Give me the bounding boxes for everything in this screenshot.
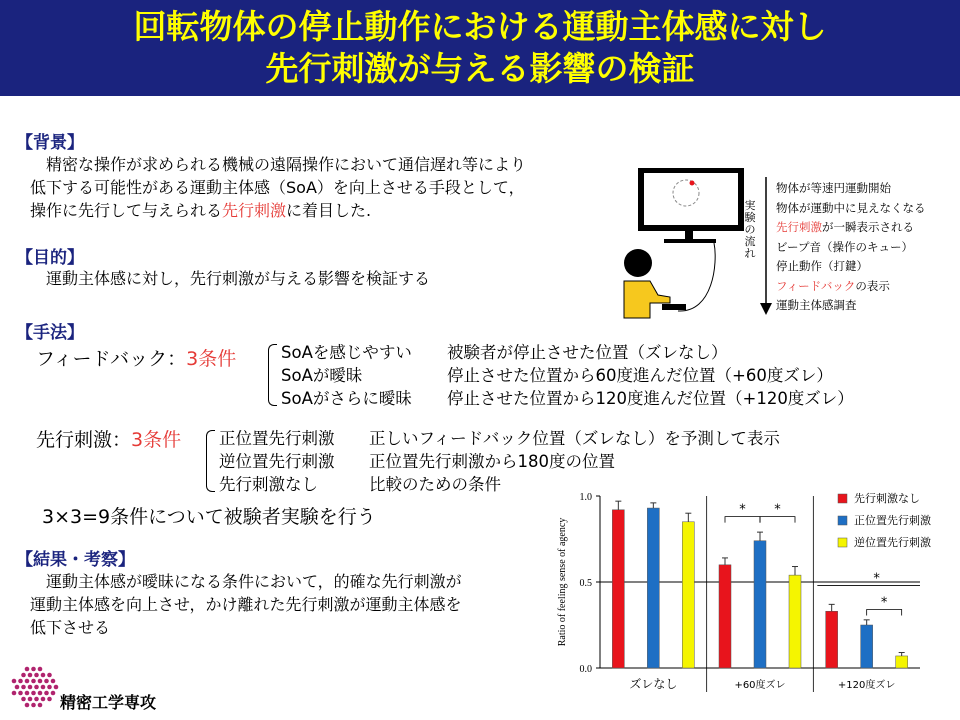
bar (754, 541, 766, 668)
significance-mark: * (873, 571, 880, 587)
logo-dot (34, 685, 39, 690)
legend-swatch (838, 516, 847, 525)
results-line-2: 運動主体感を向上させ，かけ離れた先行刺激が運動主体感を (30, 595, 462, 614)
legend-label: 正位置先行刺激 (854, 514, 931, 527)
logo-dot (34, 673, 39, 678)
logo-dot (21, 673, 26, 678)
feedback-item-3 (281, 387, 854, 410)
y-tick-label: 0.5 (579, 578, 592, 589)
stimulus-item-1 (219, 427, 780, 450)
x-tick-label: +60度ズレ (734, 680, 786, 691)
background-heading: 【背景】 (16, 133, 84, 153)
logo-mark-icon (8, 664, 64, 712)
flow-step: 停止動作（打鍵） (776, 259, 868, 273)
flow-label: 実験の流れ (744, 199, 756, 260)
logo-dot (28, 697, 33, 702)
condition-name: SoAがさらに曖昧 (281, 389, 412, 408)
y-tick-label: 0.0 (579, 664, 592, 675)
highlight-term: 先行刺激 (222, 201, 287, 220)
bar (861, 625, 873, 668)
feedback-item-1 (281, 341, 728, 364)
results-bar-chart (550, 482, 960, 704)
x-tick-label: ズレなし (629, 677, 678, 691)
stimulus-label: 先行刺激： (36, 429, 132, 451)
background-text: 操作に先行して与えられる (30, 201, 223, 220)
logo-dot (41, 697, 46, 702)
condition-name: SoAを感じやすい (281, 343, 412, 362)
significance-mark: * (774, 502, 781, 518)
condition-desc: 正位置先行刺激から180度の位置 (369, 452, 615, 471)
x-tick-label: +120度ズレ (837, 680, 896, 691)
title-line-1: 回転物体の停止動作における運動主体感に対し (133, 7, 827, 46)
condition-desc: 停止させた位置から60度進んだ位置（+60度ズレ） (447, 366, 833, 385)
condition-name: 正位置先行刺激 (219, 429, 335, 448)
logo-dot (51, 679, 56, 684)
condition-desc: 停止させた位置から120度進んだ位置（+120度ズレ） (447, 389, 854, 408)
logo-dot (31, 691, 36, 696)
logo-dot (31, 679, 36, 684)
logo-dot (41, 685, 46, 690)
person-body-icon (624, 281, 670, 318)
method-summary: 3×3=9条件について被験者実験を行う (42, 506, 376, 528)
results-heading: 【結果・考察】 (16, 550, 135, 570)
logo-dot (21, 685, 26, 690)
stimulus-item-2 (219, 450, 615, 473)
flow-step (776, 218, 926, 238)
bar (826, 611, 838, 668)
logo-dot (25, 703, 30, 708)
title-banner (0, 0, 960, 96)
bar (647, 508, 659, 668)
bar (789, 575, 801, 668)
flow-step (776, 277, 926, 297)
flow-step: 運動主体感調査 (776, 298, 857, 312)
legend-swatch (838, 538, 847, 547)
logo-dot (51, 691, 56, 696)
logo-dot (18, 691, 23, 696)
feedback-label-group (36, 344, 236, 371)
cable-icon (678, 243, 715, 311)
flow-step-text: の表示 (855, 278, 890, 293)
logo-dot (38, 679, 43, 684)
condition-desc: 被験者が停止させた位置（ズレなし） (447, 343, 728, 362)
results-line-1: 運動主体感が曖昧になる条件において，的確な先行刺激が (30, 572, 462, 591)
logo-dot (25, 667, 30, 672)
logo-dot (15, 685, 20, 690)
person-head-icon (624, 249, 652, 277)
logo-dot (25, 679, 30, 684)
feedback-item-2 (281, 364, 833, 387)
feedback-label: フィードバック： (36, 348, 187, 370)
condition-desc: 正しいフィードバック位置（ズレなし）を予測して表示 (369, 429, 780, 448)
rotating-object-icon (690, 181, 695, 186)
logo-dot (47, 685, 52, 690)
feedback-brace (268, 344, 277, 406)
logo-dot (28, 685, 33, 690)
experiment-illustration (618, 163, 748, 325)
condition-name: 逆位置先行刺激 (219, 452, 335, 471)
title-line-2: 先行刺激が与える影響の検証 (265, 49, 695, 88)
logo-dot (44, 679, 49, 684)
logo-dot (18, 679, 23, 684)
background-text: に着目した. (286, 201, 372, 220)
monitor-base (664, 239, 716, 243)
method-heading: 【手法】 (16, 323, 84, 343)
background-line-1: 精密な操作が求められる機械の遠隔操作において通信遅れ等により (30, 155, 527, 174)
logo-text: 精密工学専攻 (60, 693, 157, 712)
condition-name: 先行刺激なし (219, 475, 318, 494)
logo-dot (47, 697, 52, 702)
flow-step-text: が一瞬表示される (822, 220, 914, 234)
stimulus-label-group (36, 425, 181, 452)
flow-step: ビープ音（操作のキュー） (776, 239, 913, 254)
flow-arrow-icon (760, 177, 772, 317)
stimulus-brace (206, 430, 215, 492)
logo-dot (31, 667, 36, 672)
legend-swatch (838, 494, 847, 503)
logo-dot (38, 667, 43, 672)
results-line-3: 低下させる (30, 618, 111, 637)
flow-steps (776, 179, 926, 316)
legend-label: 逆位置先行刺激 (854, 536, 931, 549)
keyboard-icon (662, 304, 686, 310)
logo-dot (28, 673, 33, 678)
background-line-2: 低下する可能性がある運動主体感（SoA）を向上させる手段として， (30, 178, 525, 197)
purpose-heading: 【目的】 (16, 248, 84, 268)
logo-dot (44, 691, 49, 696)
logo-dot (38, 703, 43, 708)
logo-dot (25, 691, 30, 696)
legend-label: 先行刺激なし (854, 492, 920, 505)
background-line-3 (30, 199, 371, 222)
flow-step: 物体が運動中に見えなくなる (776, 200, 926, 215)
significance-mark: * (739, 502, 746, 518)
purpose-text: 運動主体感に対し，先行刺激が与える影響を検証する (30, 269, 431, 288)
logo-dot (34, 697, 39, 702)
condition-desc: 比較のための条件 (369, 475, 501, 494)
feedback-count: 3条件 (186, 348, 237, 370)
department-logo (8, 664, 64, 716)
significance-mark: * (880, 595, 888, 611)
y-axis-label: Ratio of feeling sense of agency (557, 517, 568, 647)
flow-step-highlight: フィードバック (776, 278, 856, 293)
monitor-stand (685, 231, 693, 239)
y-tick-label: 1.0 (579, 492, 592, 503)
logo-dot (47, 673, 52, 678)
bar (896, 656, 908, 668)
condition-name: SoAが曖昧 (281, 366, 363, 385)
stimulus-item-3 (219, 473, 501, 496)
logo-dot (21, 697, 26, 702)
stimulus-count: 3条件 (131, 429, 182, 451)
experiment-illustration-svg (618, 163, 748, 321)
logo-dot (12, 691, 17, 696)
bar (719, 565, 731, 668)
logo-dot (31, 703, 36, 708)
logo-dot (38, 691, 43, 696)
logo-dot (41, 673, 46, 678)
bar (682, 522, 694, 668)
flow-step: 物体が等速円運動開始 (776, 181, 891, 195)
bar (612, 510, 624, 668)
logo-dot (12, 679, 17, 684)
logo-dot (54, 685, 59, 690)
flow-step-highlight: 先行刺激 (776, 220, 822, 234)
